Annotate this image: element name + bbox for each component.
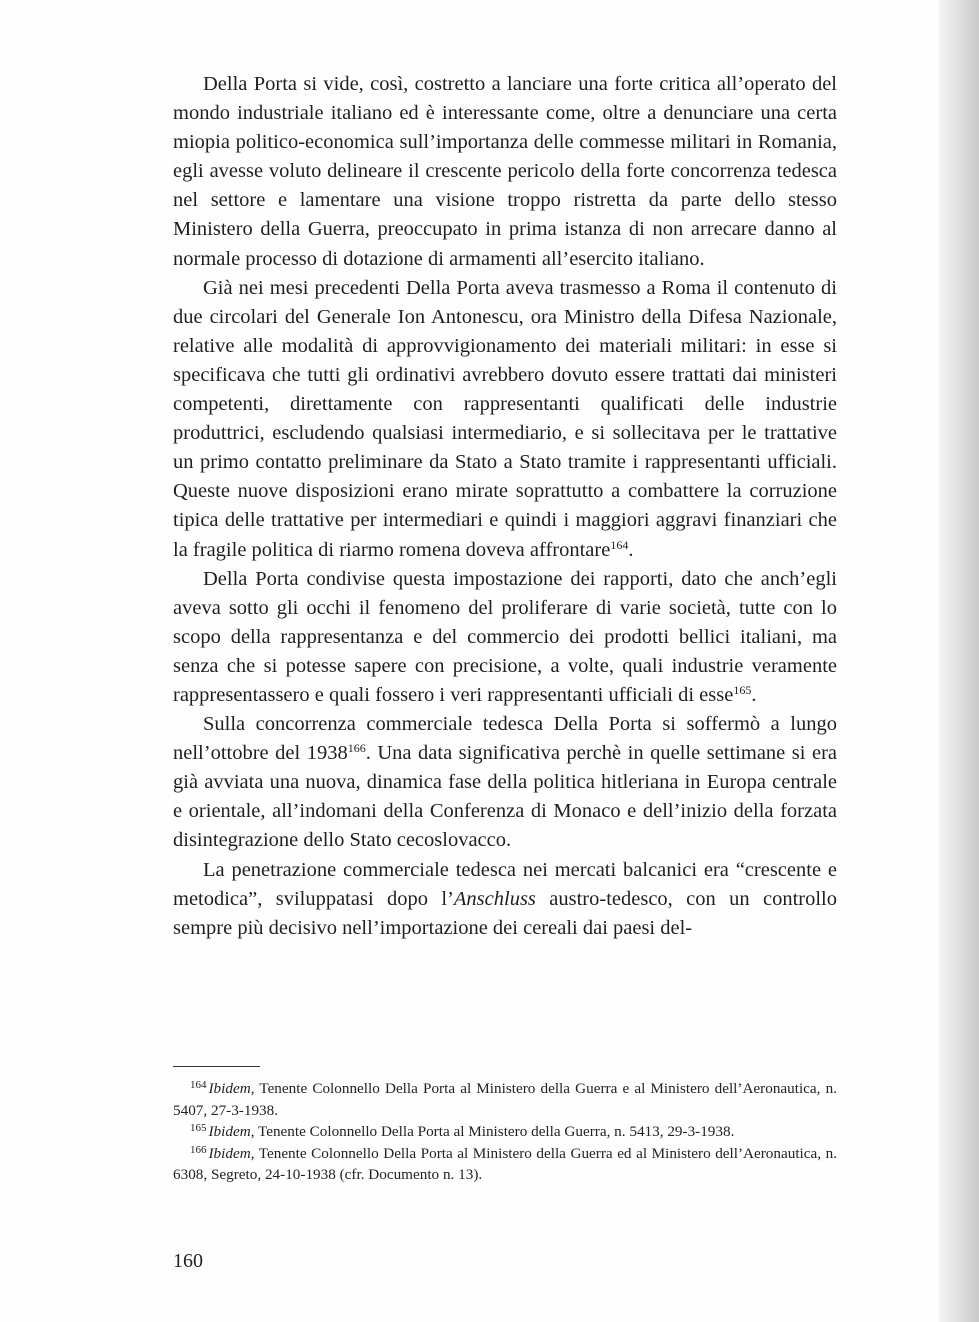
main-text (173, 70, 837, 943)
paragraph (173, 710, 837, 855)
paragraph (173, 70, 837, 274)
paragraph-text: . (751, 683, 757, 706)
footnote (173, 1143, 837, 1186)
footnote-number: 165 (190, 1122, 207, 1134)
paragraph-text: Della Porta si vide, così, costretto a lanciare una forte critica all’operato del mondo industriale italiano ed è interessante come, oltre a denunciare una certa miopia politico-economica sull’importanza delle commesse militari in Romania, egli avesse voluto delineare il crescente pericolo della forte concorrenza tedesca nel settore e lamentare una visione troppo ristretta da parte dello stesso Ministero della Guerra, preoccupato in prima istanza di non arrecare danno al normale processo di dotazione di armamenti all’esercito italiano. (173, 73, 837, 270)
footnote-text: , Tenente Colonnello Della Porta al Ministero della Guerra ed al Ministero dell’Aeronautica, n. 6308, Segreto, 24-10-1938 (cfr. Documento n. 13). (173, 1144, 837, 1183)
paragraph (173, 274, 837, 565)
footnote-source: Ibidem (208, 1144, 251, 1162)
footnote-number: 164 (190, 1079, 207, 1091)
paragraph-text: Della Porta condivise questa impostazione dei rapporti, dato che anch’egli aveva sotto gli occhi il fenomeno del proliferare di varie società, tutte con lo scopo della rappresentanza e del commercio dei prodotti bellici italiani, ma senza che si potesse sapere con precisione, a volte, quali industrie veramente rappresentassero e quali fossero i veri rappresentanti ufficiali di esse (173, 567, 837, 706)
paragraph-text: La penetrazione commerciale tedesca nei mercati balcanici era “crescente e metodica”, sviluppatasi dopo l’ (173, 858, 837, 910)
footnote-number: 166 (190, 1143, 207, 1156)
footnote (173, 1078, 837, 1121)
paragraph (173, 856, 837, 943)
page-gutter-shadow (939, 0, 979, 1322)
footnote-text: , Tenente Colonnello Della Porta al Ministero della Guerra, n. 5413, 29-3-1938. (250, 1123, 735, 1140)
footnote-divider (173, 1066, 260, 1067)
paragraph-text: . (628, 538, 634, 561)
footnotes (173, 1078, 837, 1186)
footnote-text: , Tenente Colonnello Della Porta al Ministero della Guerra e al Ministero dell’Aeronautica, n. 5407, 27-3-1938. (173, 1080, 837, 1119)
footnote-reference: 164 (610, 537, 629, 552)
footnote-reference: 166 (347, 741, 366, 756)
paragraph-text: austro-tedesco, con un controllo sempre più decisivo nell’importazione dei cereali dai paesi del- (173, 887, 837, 939)
paragraph-text: Già nei mesi precedenti Della Porta aveva trasmesso a Roma il contenuto di due circolari del Generale Ion Antonescu, ora Ministro della Difesa Nazionale, relative alle modalità di approvvigionamento dei materiali militari: in esse si specificava che tutti gli ordinativi avrebbero dovuto essere trattati dai ministeri competenti, direttamente con rappresentanti qualificati delle industrie produttrici, escludendo qualsiasi intermediario, e si sollecitava per le trattative un primo contatto preliminare da Stato a Stato tramite i rappresentanti ufficiali. Queste nuove disposizioni erano mirate soprattutto a combattere la corruzione tipica delle trattative per intermediari e quindi i maggiori aggravi finanziari che la fragile politica di riarmo romena doveva affrontare (173, 276, 837, 561)
page-number: 160 (173, 1250, 203, 1272)
italic-term: Anschluss (453, 887, 536, 910)
footnote-reference: 165 (733, 682, 752, 697)
paragraph-text: Sulla concorrenza commerciale tedesca Della Porta si soffermò a lungo nell’ottobre del 1938 (173, 713, 837, 765)
paragraph-text: . Una data significativa perchè in quelle settimane si era già avviata una nuova, dinamica fase della politica hitleriana in Europa centrale e orientale, all’indomani della Conferenza di Monaco e dell’inizio della forzata disintegrazione dello Stato cecoslovacco. (173, 742, 837, 852)
footnote (173, 1121, 837, 1143)
footnote-source: Ibidem (208, 1080, 251, 1097)
footnote-source: Ibidem (208, 1123, 251, 1140)
paragraph (173, 565, 837, 710)
